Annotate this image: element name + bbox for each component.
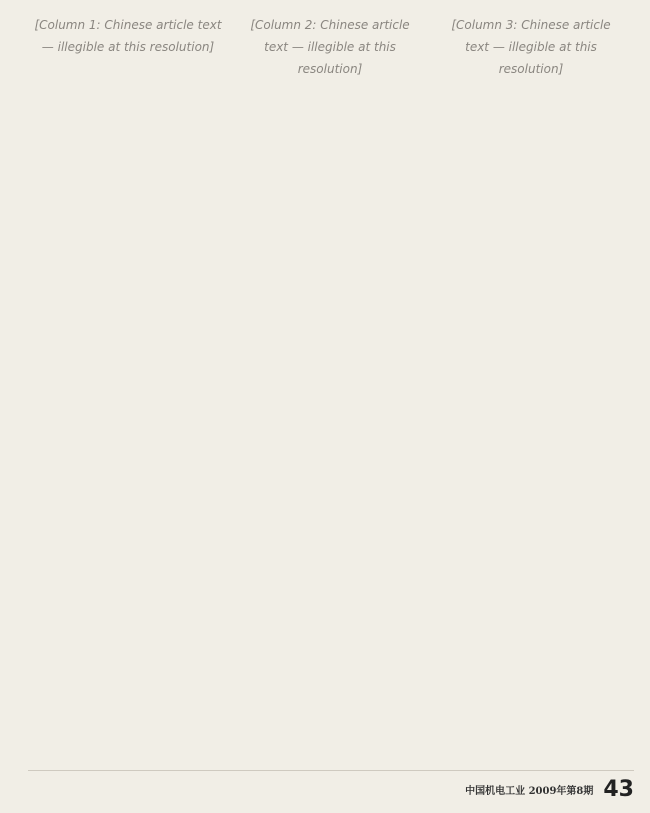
article-column-3 bbox=[434, 10, 628, 755]
article-column-2 bbox=[232, 10, 428, 755]
page-number: 43 bbox=[603, 776, 634, 802]
column-placeholder: [Column 2: Chinese article text — illegible at this resolution] bbox=[250, 18, 410, 76]
journal-issue-label: 中国机电工业 2009年第8期 bbox=[465, 785, 594, 797]
page-footer bbox=[28, 770, 634, 807]
article-column-1 bbox=[28, 10, 228, 755]
column-placeholder: [Column 3: Chinese article text — illegible at this resolution] bbox=[451, 18, 611, 76]
column-placeholder: [Column 1: Chinese article text — illegible at this resolution] bbox=[34, 18, 222, 54]
